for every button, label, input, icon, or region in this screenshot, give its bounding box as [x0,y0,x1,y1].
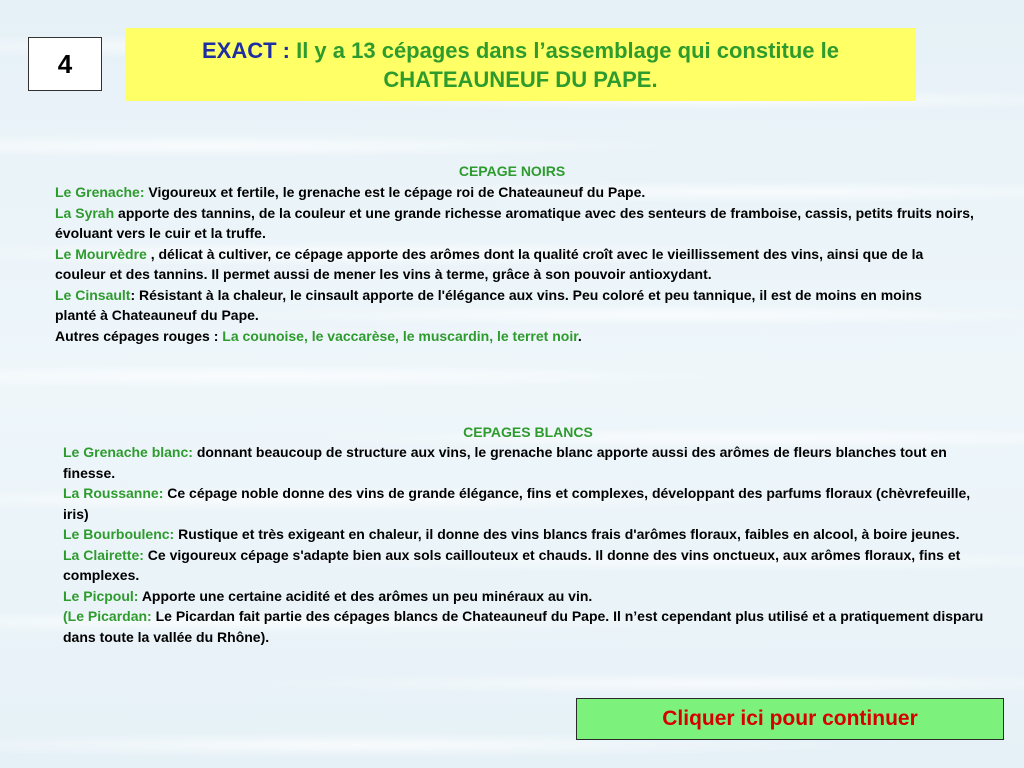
continue-button[interactable]: Cliquer ici pour continuer [576,698,1004,740]
noirs-title: CEPAGE NOIRS [458,163,566,179]
slide-number: 4 [28,37,102,91]
list-item: Le Picpoul: Apporte une certaine acidité et des arômes un peu minéraux au vin. [63,587,593,604]
header-banner [125,28,916,101]
blancs-block [63,442,998,647]
header-label: EXACT : [201,38,290,63]
list-item: Le Grenache blanc: donnant beaucoup de structure aux vins, le grenache blanc apporte aussi des arômes de fleurs blanches tout en finesse. [63,444,947,481]
list-item: Autres cépages rouges : La counoise, le vaccarèse, le muscardin, le terret noir. [55,327,582,344]
list-item: Le Grenache: Vigoureux et fertile, le grenache est le cépage roi de Chateauneuf du Pape. [55,184,646,200]
list-item: (Le Picardan: Le Picardan fait partie des cépages blancs de Chateauneuf du Pape. Il n’est cependant plus utilisé et a pratiquement disparu dans toute la vallée du Rhône). [63,608,984,645]
noirs-block [55,182,975,346]
list-item: Le Mourvèdre , délicat à cultiver, ce cépage apporte des arômes dont la qualité croît avec le vieillissement des vins, ainsi que de la couleur et des tannins. Il permet aussi de mener les vins à terme, grâce à son pouvoir antioxydant. [55,245,924,282]
list-item: La Clairette: Ce vigoureux cépage s'adapte bien aux sols caillouteux et chauds. Il donne des vins onctueux, aux arômes floraux, fins et complexes. [63,546,961,583]
blancs-title: CEPAGES BLANCS [463,424,593,440]
list-item: Le Bourboulenc: Rustique et très exigeant en chaleur, il donne des vins blancs frais d'arômes floraux, faibles en alcool, à boire jeunes. [63,526,960,542]
header-text: Il y a 13 cépages dans l’assemblage qui constitue le CHATEAUNEUF DU PAPE. [289,38,839,92]
list-item: La Roussanne: Ce cépage noble donne des vins de grande élégance, fins et complexes, développant des parfums floraux (chèvrefeuille, iris) [63,485,971,522]
list-item: Le Cinsault: Résistant à la chaleur, le cinsault apporte de l'élégance aux vins. Peu coloré et peu tannique, il est de moins en moins planté à Chateauneuf du Pape. [55,286,922,323]
list-item: La Syrah apporte des tannins, de la couleur et une grande richesse aromatique avec des senteurs de framboise, cassis, petits fruits noirs, évoluant vers le cuir et la truffe. [55,204,974,241]
